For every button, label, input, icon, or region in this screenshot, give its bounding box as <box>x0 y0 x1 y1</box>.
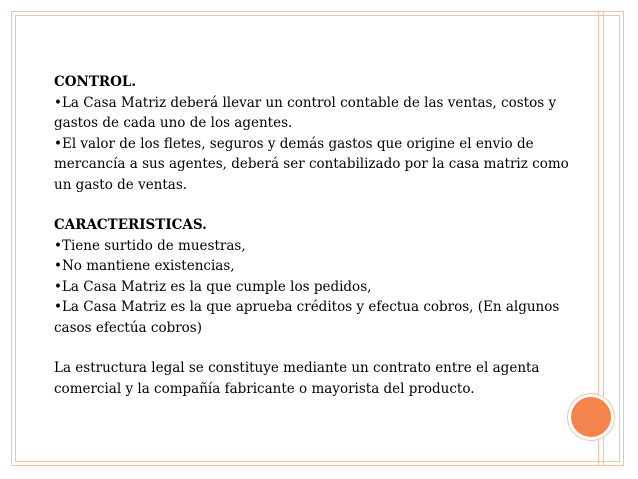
caracteristicas-heading: CARACTERISTICAS. <box>54 217 207 233</box>
caracteristicas-item-1: •Tiene surtido de muestras, <box>54 237 246 254</box>
caracteristicas-item-3: •La Casa Matriz es la que cumple los pedidos, <box>54 278 372 295</box>
slide-content <box>54 72 574 399</box>
closing-paragraph: La estructura legal se constituye mediante un contrato entre el agenta comercial y la compañía fabricante o mayorista del producto. <box>54 360 540 397</box>
caracteristicas-item-2: •No mantiene existencias, <box>54 258 235 274</box>
spacer <box>54 338 574 358</box>
caracteristicas-item-4: •La Casa Matriz es la que aprueba créditos y efectua cobros, (En algunos casos efectúa cobros) <box>54 299 560 336</box>
control-item-1: •La Casa Matriz deberá llevar un control contable de las ventas, costos y gastos de cada uno de los agentes. <box>54 94 557 131</box>
decorative-orange-circle <box>568 394 614 440</box>
spacer <box>54 195 574 215</box>
control-item-2: •El valor de los fletes, seguros y demás gastos que origine el envio de mercancía a sus agentes, deberá ser contabilizado por la casa matriz como un gasto de ventas. <box>54 135 569 193</box>
control-heading: CONTROL. <box>54 74 137 90</box>
